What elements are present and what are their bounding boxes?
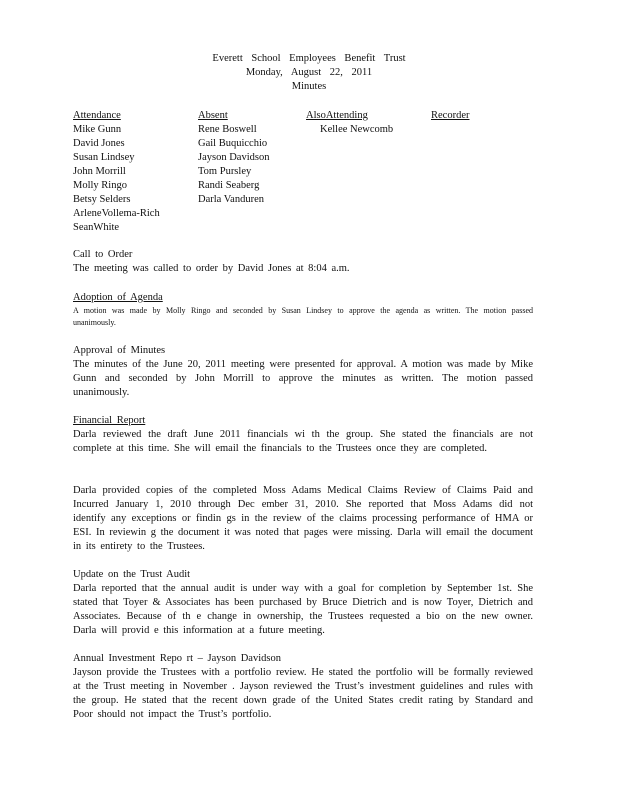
document-type: Minutes xyxy=(291,81,327,92)
attendee-name: John Morrill xyxy=(73,166,126,177)
section-body: Darla provided copies of the completed Moss Adams Medical Claims Review of Claims Paid and Incurred January 1, 2010 through Dec ember 31, 2010. She reported that Moss Adams did not identify any exceptions or findin gs in the review of the claims processing performance of HMA or ESI. In reviewin g the document it was noted that pages were missing. Darla will email the document in its entirety to the Trustees. xyxy=(73,485,534,552)
financial-report-section xyxy=(73,414,533,456)
absent-column xyxy=(198,109,269,207)
attendee-name: Molly Ringo xyxy=(73,180,127,191)
also-attending-column xyxy=(306,109,393,137)
attendee-name: ArleneVollema-Rich xyxy=(73,208,160,219)
absent-name: Tom Pursley xyxy=(198,166,252,177)
absent-name: Rene Boswell xyxy=(198,124,257,135)
also-attending-label: AlsoAttending xyxy=(306,110,368,121)
annual-investment-section xyxy=(73,652,533,722)
section-title: Adoption of Agenda xyxy=(73,292,163,303)
absent-name: Jayson Davidson xyxy=(198,152,270,163)
claims-review-paragraph xyxy=(73,484,533,554)
attendee-name: Susan Lindsey xyxy=(73,152,135,163)
org-title: Everett School Employees Benefit Trust xyxy=(212,53,406,64)
approval-of-minutes-section xyxy=(73,344,533,400)
attendee-name: Mike Gunn xyxy=(73,124,122,135)
attendee-name: Betsy Selders xyxy=(73,194,131,205)
section-body: Darla reviewed the draft June 2011 financials wi th the group. She stated the financials are not complete at this time. She will email the financials to the Trustees once they are completed. xyxy=(73,429,533,454)
attendee-name: David Jones xyxy=(73,138,125,149)
absent-name: Randi Seaberg xyxy=(198,180,260,191)
adoption-of-agenda-section xyxy=(73,291,533,329)
also-attending-name: Kellee Newcomb xyxy=(320,124,394,135)
meeting-date: Monday, August 22, 2011 xyxy=(245,67,373,78)
section-title: Financial Report xyxy=(73,415,146,426)
attendee-name: SeanWhite xyxy=(73,222,120,233)
section-title: Approval of Minutes xyxy=(73,345,166,356)
absent-label: Absent xyxy=(198,110,228,121)
section-title: Call to Order xyxy=(73,249,133,260)
recorder-label: Recorder xyxy=(431,110,470,121)
section-title: Annual Investment Repo rt – Jayson Davidson xyxy=(73,653,281,664)
section-body: Jayson provide the Trustees with a portfolio review. He stated the portfolio will be formally reviewed at the Trust meeting in November . Jayson reviewed the Trust’s investment guidelines and rules with the group. He stated that the recent down grade of the United States credit rating by Standard and Poor should not impact the Trust’s portfolio. xyxy=(73,667,533,720)
section-body: The meeting was called to order by David Jones at 8:04 a.m. xyxy=(73,263,350,274)
attendance-label: Attendance xyxy=(73,110,121,121)
attendance-column xyxy=(73,109,160,235)
absent-name: Gail Buquicchio xyxy=(198,138,268,149)
absent-name: Darla Vanduren xyxy=(198,194,264,205)
section-body: The minutes of the June 20, 2011 meeting were presented for approval. A motion was made by Mike Gunn and seconded by John Morrill to approve the minutes as written. The motion passed unanimously. xyxy=(73,359,533,398)
recorder-column xyxy=(431,109,469,123)
trust-audit-section xyxy=(73,568,533,638)
call-to-order-section xyxy=(73,248,533,276)
section-body: A motion was made by Molly Ringo and seconded by Susan Lindsey to approve the agenda as written. The motion passed unanimously. xyxy=(73,306,533,327)
section-title: Update on the Trust Audit xyxy=(73,569,191,580)
section-body: Darla reported that the annual audit is under way with a goal for completion by September 1st. She stated that Toyer & Associates has been purchased by Bruce Dietrich and is now Toyer, Dietrich and Associates. Because of th e change in ownership, the Trustees requested a bio on the new owner. Darla will provid e this information at a future meeting. xyxy=(73,583,533,636)
